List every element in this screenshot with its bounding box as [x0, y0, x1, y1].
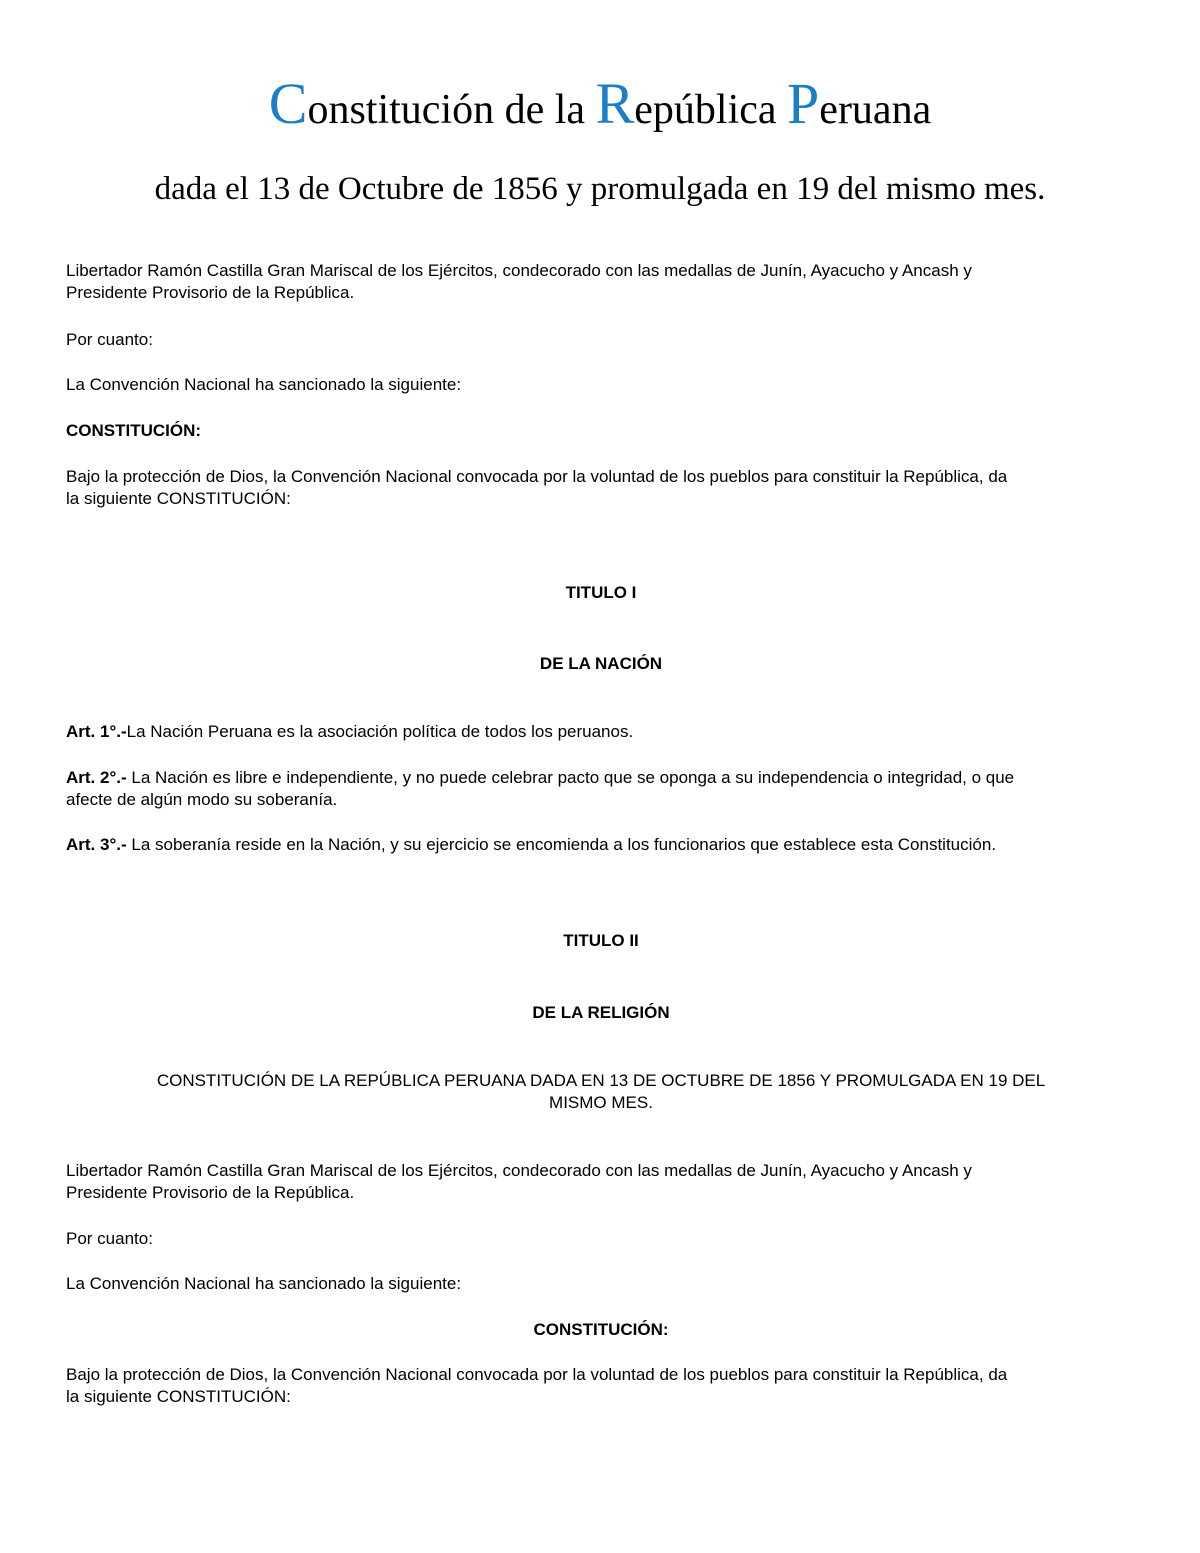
article-1-text: La Nación Peruana es la asociación política de todos los peruanos.: [126, 722, 634, 741]
por-cuanto-2: Por cuanto:: [66, 1229, 153, 1248]
bajo-2-line-2: la siguiente CONSTITUCIÓN:: [66, 1387, 291, 1406]
caps-line-2: MISMO MES.: [549, 1093, 653, 1112]
libertador-line-2: Presidente Provisorio de la República.: [66, 283, 355, 302]
libertador-2-line-1: Libertador Ramón Castilla Gran Mariscal de los Ejércitos, condecorado con las medallas de Junín, Ayacucho y Ancash y: [66, 1161, 972, 1180]
por-cuanto: Por cuanto:: [66, 330, 153, 349]
bajo-paragraph-2: [66, 1364, 1136, 1408]
title-initial-r: R: [595, 71, 635, 136]
caps-heading-paragraph: [66, 1070, 1136, 1114]
bajo-line-2: la siguiente CONSTITUCIÓN:: [66, 489, 291, 508]
libertador-paragraph-2: [66, 1160, 1136, 1204]
title-initial-p: P: [787, 71, 820, 136]
bajo-line-1: Bajo la protección de Dios, la Convención Nacional convocada por la voluntad de los pueblos para constituir la República, da: [66, 467, 1008, 486]
caps-line-1: CONSTITUCIÓN DE LA REPÚBLICA PERUANA DADA EN 13 DE OCTUBRE DE 1856 Y PROMULGADA EN 19 DEL: [156, 1071, 1046, 1090]
bajo-paragraph: [66, 466, 1136, 510]
title-text-1: onstitución de la: [307, 87, 596, 133]
constitucion-heading: CONSTITUCIÓN:: [66, 421, 202, 440]
article-3-text: La soberanía reside en la Nación, y su ejercicio se encomienda a los funcionarios que establece esta Constitución.: [126, 835, 997, 854]
article-1: [66, 721, 1136, 743]
title-initial-c: C: [268, 71, 308, 136]
convencion-paragraph-2: La Convención Nacional ha sancionado la siguiente:: [66, 1274, 462, 1293]
titulo-1-label: TITULO I: [565, 583, 637, 602]
libertador-2-line-2: Presidente Provisorio de la República.: [66, 1183, 355, 1202]
bajo-2-line-1: Bajo la protección de Dios, la Convención Nacional convocada por la voluntad de los pueblos para constituir la República, da: [66, 1365, 1008, 1384]
article-3-number: Art. 3°.-: [66, 835, 127, 854]
title-text-3: eruana: [819, 87, 932, 133]
document-title: [0, 72, 1200, 136]
article-2-text-1: La Nación es libre e independiente, y no puede celebrar pacto que se oponga a su independencia o integridad, o que: [126, 768, 1015, 787]
title-text-2: epública: [634, 87, 788, 133]
article-2-text-2: afecte de algún modo su soberanía.: [66, 790, 338, 809]
article-2: [66, 767, 1136, 811]
libertador-paragraph: [66, 260, 1136, 304]
article-3: [66, 834, 1136, 856]
titulo-2-label: TITULO II: [563, 931, 639, 950]
convencion-paragraph: La Convención Nacional ha sancionado la siguiente:: [66, 375, 462, 394]
constitucion-heading-2: CONSTITUCIÓN:: [533, 1320, 669, 1339]
titulo-2-name: DE LA RELIGIÓN: [532, 1003, 670, 1022]
titulo-1-name: DE LA NACIÓN: [539, 654, 663, 673]
article-1-number: Art. 1°.-: [66, 722, 127, 741]
document-subtitle: dada el 13 de Octubre de 1856 y promulgada en 19 del mismo mes.: [154, 171, 1046, 207]
libertador-line-1: Libertador Ramón Castilla Gran Mariscal de los Ejércitos, condecorado con las medallas de Junín, Ayacucho y Ancash y: [66, 261, 972, 280]
article-2-number: Art. 2°.-: [66, 768, 127, 787]
